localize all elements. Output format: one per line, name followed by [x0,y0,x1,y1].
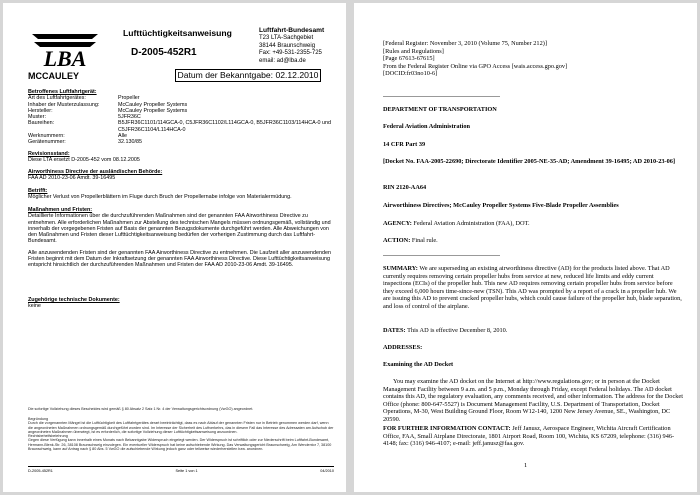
affected-table [28,95,333,145]
dates-label: DATES: [383,327,406,334]
department-heading [383,106,683,114]
register-header-line: [Page 67613-67615] [383,55,435,63]
authority-name: Luftfahrt-Bundesamt [259,27,325,34]
foreign-ad-text: FAA AD 2010-23-06 Amdt. 39-16495 [28,175,116,182]
footer-form-date: 04/2010 [320,469,334,473]
register-header-line: From the Federal Register Online via GPO Access [wais.access.gpo.gov] [383,62,568,70]
foreign-ad-section [28,169,333,182]
measures-paragraph-2: Alle anzuwendenden Fristen sind der genannten FAA Airworthiness Directive zu entnehmen. Die Laufzeit aller anzuwendenden Fristen beginnt mit dem Datum der Inkraftsetzung der genannten FAA Airworthiness Directive. Diese Lufttüchtigkeitsanweisung entspricht hinsichtlich der durchzuführenden Maßnahmen und Fristen der FAA AD 2010-23-06 Amdt. 39-16495. [28,249,331,269]
dates-line [383,327,683,335]
docket-text: [Docket No. FAA-2005-22690; Directorate Identifier 2005-NE-35-AD; Amendment 39-16495; AD 2010-23-06] [383,158,676,165]
affected-label: Art des Luftfahrtgerätes: [28,95,86,102]
addresses-label: ADDRESSES: [383,344,423,351]
document-type-title: Lufttüchtigkeitsanweisung [123,28,232,38]
affected-label: Baureihen: [28,120,55,127]
footer-divider [28,466,334,467]
rin-heading [383,184,683,192]
revision-section [28,151,333,164]
authority-fax: Fax: +49-531-2355-725 [259,50,322,57]
lba-logo [30,30,100,70]
affected-label: Hersteller: [28,107,53,114]
contact-paragraph [383,425,683,448]
affected-label: Gerätenummer: [28,139,66,146]
action-line [383,237,683,245]
contact-label: FOR FURTHER INFORMATION CONTACT: [383,425,511,432]
docket-heading [383,158,683,166]
measures-heading: Maßnahmen und Fristen: [28,207,93,213]
examining-heading [383,361,683,369]
affected-value: B5JFR36C1101/114GCA-0, C5JFR36C1102/L114GCA-0, B5JFR36C1103/114HCA-0 und C5JFR36C1104/L114HCA-0 [118,120,332,133]
agency-line [383,220,683,228]
action-label: ACTION: [383,237,411,244]
rule-title-text: Airworthiness Directives; McCauley Propeller Systems Five-Blade Propeller Assemblies [383,202,619,209]
register-header-line: [Federal Register: November 3, 2010 (Volume 75, Number 212)] [383,40,547,47]
manufacturer-name: MCCAULEY [28,71,79,81]
affected-value: McCauley Propeller Systems [118,101,188,108]
register-header-line: [Rules and Regulations] [383,47,444,55]
affected-value: McCauley Propeller Systems [118,107,188,114]
affected-heading: Betroffenes Luftfahrtgerät: [28,89,97,95]
tech-docs-section [28,297,333,310]
agency-value: Federal Aviation Administration (FAA), DOT. [411,220,530,227]
affected-value: Alle [118,133,127,140]
agency-name-text: Federal Aviation Administration [383,123,470,130]
rin-text: RIN 2120-AA64 [383,184,427,191]
agency-heading [383,123,683,131]
summary-label: SUMMARY: [383,265,418,272]
subject-section [28,188,333,201]
federal-register-page [354,3,697,492]
legal-note: Die sofortige Vollziehung dieses Bescheides wird gemäß § 80 Absatz 2 Satz 1 Nr. 4 der Verwaltungsgerichtsordnung (VwGO) angeordnet. [28,407,254,411]
action-value: Final rule. [410,237,438,244]
affected-label: Werknummern: [28,133,65,140]
addresses-heading [383,344,683,352]
page-footer [28,469,334,473]
dates-value: This AD is effective December 8, 2010. [405,327,508,334]
department-text: DEPARTMENT OF TRANSPORTATION [383,106,497,113]
footer-doc-id: D-2005-452R1 [28,469,53,473]
document-number: D-2005-452R1 [131,47,197,58]
reasoning-heading: Begründung [28,417,49,421]
authority-city: 38144 Braunschweig [259,42,316,49]
subject-heading: Betrifft: [28,188,48,194]
agency-label: AGENCY: [383,220,412,227]
affected-label: Inhaber der Musterzulassung: [28,101,100,108]
measures-section [28,207,333,269]
summary-text: We are superseding an existing airworthiness directive (AD) for the products listed above. That AD currently requires removing certain propeller hubs from service at new, reduced life limits and eddy current inspections (ECIs) of the propeller hub. This new AD requires removing certain propeller hubs from service before they exceed 6,000 hours time-since-new (TSN). This AD was prompted by a report of a crack in a propeller hub. We are issuing this AD to prevent cracked propeller hubs, which could cause failure of the propeller hub, blade separation, and loss of control of the airplane. [383,265,682,310]
remedy-heading: Rechtsbehelfsbelehrung [28,434,68,439]
tech-docs-heading: Zugehörige technische Dokumente: [28,297,120,303]
revision-heading: Revisionsstand: [28,151,70,157]
lba-document-page [3,3,346,492]
rule-title [383,202,683,210]
reasoning-block [28,417,334,451]
affected-value: 5JFR36C [118,114,141,121]
register-header [383,40,683,78]
publication-date-box: Datum der Bekanntgabe: 02.12.2010 [175,69,321,82]
authority-email: email: ad@lba.de [259,57,306,64]
register-header-line: [DOCID:fr03no10-6] [383,70,438,78]
revision-text: Diese LTA ersetzt D-2005-452 vom 08.12.2005 [28,157,140,164]
foreign-ad-heading: Airworthiness Directive der ausländischen Behörde: [28,169,163,175]
contact-text: Jeff Janusz, Aerospace Engineer, Wichita Aircraft Certification Office, FAA, Small Airplane Directorate, 1801 Airport Road, Room 100, Wichita, KS 67209, telephone: (316) 946-4148; fax: (316) 946-4107; e-mail: jeff.janusz@faa.gov. [383,425,675,448]
affected-label: Muster: [28,114,46,121]
page-number: 1 [524,462,528,469]
examining-paragraph: You may examine the AD docket on the Internet at http://www.regulations.gov; or in person at the Docket Management Facility between 9 a.m. and 5 p.m., Monday through Friday, except Federal holidays. The AD docket contains this AD, the regulatory evaluation, any comments received, and other information. The address for the Docket Office (phone: 800-647-5527) is Document Management Facility, U.S. Department of Transportation, Docket Operations, M-30, West Building Ground Floor, Room W12-140, 1200 New Jersey Avenue, SE., Washington, DC 20590. [383,378,683,423]
affected-equipment-section [28,89,333,146]
affected-value: 32.130/85 [118,139,142,146]
cfr-heading [383,141,683,149]
section-divider [383,255,500,256]
examining-heading-text: Examining the AD Docket [383,361,454,368]
cfr-text: 14 CFR Part 39 [383,141,426,148]
summary-paragraph [383,265,683,311]
remedy-text: Gegen diese Verfügung kann innerhalb eines Monats nach Bekanntgabe Widerspruch eingelegt werden. Der Widerspruch ist schriftlich oder zur Niederschrift beim Luftfahrt-Bundesamt, Hermann-Blenk-Str. 26, 38108 Braunschweig einzulegen. Ein eventueller Widerspruch hat keine aufschiebende Wirkung. Das Verwaltungsgericht Braunschweig, Am Wendentor 7, 38100 Braunschweig, kann auf Antrag nach § 80 Abs. 5 VwGO die aufschiebende Wirkung jedoch ganz oder teilweise wiederherstellen bzw. anordnen. [28,438,332,452]
footer-page-count: Seite 1 von 1 [175,469,198,473]
subject-text: Möglicher Verlust von Propellerblättern im Fluge durch Bruch der Propellernabe infolge von Materialermüdung. [28,194,292,201]
lba-logo-text: LBA [43,46,87,70]
measures-paragraph-1: Detaillierte Informationen über die durchzuführenden Maßnahmen sind der genannten FAA Airworthiness Directive zu entnehmen. Alle erforderlichen Maßnahmen zur Abstellung des technischen Mangels müssen ordnungsgemäß, vollständig und innerhalb der vorgegebenen Fristen auf Basis der genannten Bezugsdokumente durchgeführt werden. Alle Abweichungen von den Maßnahmen und Fristen dieser Lufttüchtigkeitsanweisung bedürfen der vorherigen Zustimmung durch das Luftfahrt-Bundesamt. [28,213,331,245]
authority-address [259,27,324,65]
section-divider [383,96,500,97]
affected-value: Propeller [118,95,140,102]
authority-dept: T23 LTA-Sachgebiet [259,35,314,42]
tech-docs-text: keine [28,303,41,310]
reasoning-text: Durch die vorgenannten Mängel ist die Lufttüchtigkeit des Luftfahrtgerätes derart beeinträchtigt, dass es nach Ablauf der genannten Fristen nur in Betrieb genommen werden darf, wenn die angeordneten Maßnahmen ordnungsgemäß durchgeführt worden sind. Im Interesse der Sicherheit des Luftverkehrs, das in diesem Fall das Interesse des Adressaten am Aufschub der angeordneten Maßnahmen überwiegt, ist es erforderlich, die sofortige Vollziehung dieser Lufttüchtigkeitsanweisung anzuordnen. [28,421,334,434]
